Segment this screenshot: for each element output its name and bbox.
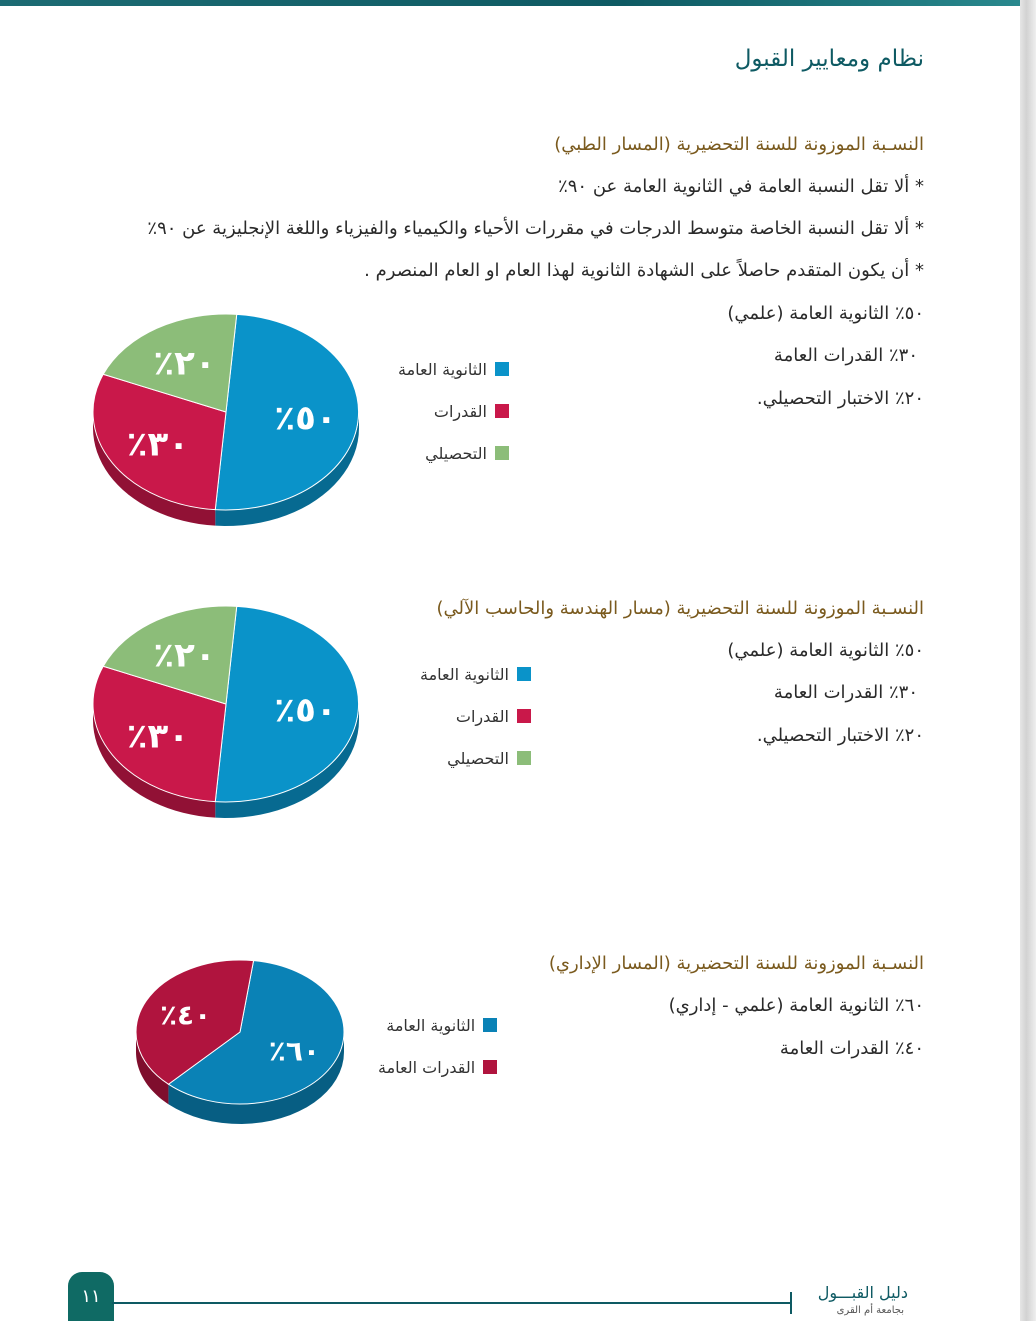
legend-item-abilities [378,1046,497,1088]
legend-label-general: الثانوية العامة [386,1015,476,1035]
guide-title: دليل القبـــول [817,1283,908,1302]
footer-rule [112,1302,792,1304]
legend-item-abilities [398,390,509,432]
page-title: نظام ومعايير القبول [734,46,924,72]
section3-weight-2: ٤٠٪ القدرات العامة [779,1038,924,1059]
legend-label-abilities: القدرات [455,706,509,726]
university-name: بجامعة أم القرى [836,1305,904,1316]
page-number: ١١ [81,1286,101,1307]
pie-slice-2-label: ٪٢٠ [153,635,216,676]
legend-item-abilities [420,695,531,737]
pie-chart-engineering [86,592,376,832]
pie-chart-medical [86,300,376,540]
section1-weight-2: ٣٠٪ القدرات العامة [773,345,918,366]
legend-label-general: الثانوية العامة [420,664,509,684]
pie-slice-1-label: ٪٣٠ [126,424,190,465]
legend-label-achievement: التحصيلي [447,748,509,768]
pie-chart-administrative [130,952,360,1152]
legend-medical [398,348,509,474]
legend-label-abilities: القدرات العامة [378,1057,476,1077]
section3-heading: النسـبة الموزونة للسنة التحضيرية (المسار الإداري) [548,953,924,974]
section1-weight-1: ٥٠٪ الثانوية العامة (علمي) [727,303,924,324]
pie-slice-0-label: ٪٥٠ [274,690,337,731]
pie-slice-0-label: ٪٥٠ [274,398,337,439]
section2-weight-3: ٢٠٪ الاختبار التحصيلي. [756,725,924,746]
section1-heading: النسـبة الموزونة للسنة التحضيرية (المسار الطبي) [554,134,924,155]
section1-bullet-3: * أن يكون المتقدم حاصلاً على الشهادة الثانوية لهذا العام او العام المنصرم . [364,260,924,281]
legend-swatch-general [483,1018,497,1032]
legend-swatch-abilities [495,404,509,418]
section3-weight-1: ٦٠٪ الثانوية العامة (علمي - إداري) [668,995,924,1016]
section2-heading: النسـبة الموزونة للسنة التحضيرية (مسار الهندسة والحاسب الآلي) [436,598,924,619]
legend-item-achievement [398,432,509,474]
legend-item-achievement [420,737,531,779]
pie-slice-1-label: ٪٤٠ [159,998,212,1032]
legend-item-general [398,348,509,390]
legend-swatch-achievement [495,446,509,460]
pie-slice-0-label: ٪٦٠ [268,1034,321,1068]
footer-rule-end [790,1292,792,1314]
top-accent-bar [0,0,1036,6]
pie-slice-2-label: ٪٢٠ [153,343,216,384]
legend-swatch-general [517,667,531,681]
legend-swatch-abilities [517,709,531,723]
section2-weight-1: ٥٠٪ الثانوية العامة (علمي) [727,640,924,661]
legend-label-abilities: القدرات [433,401,487,421]
legend-swatch-abilities [483,1060,497,1074]
pie-slice-1-label: ٪٣٠ [126,716,190,757]
legend-swatch-achievement [517,751,531,765]
section1-weight-3: ٢٠٪ الاختبار التحصيلي. [756,388,924,409]
page-edge-shadow [1020,0,1036,1321]
page-number-badge [68,1272,114,1321]
legend-label-achievement: التحصيلي [425,443,487,463]
section1-bullet-1: * ألا تقل النسبة العامة في الثانوية العامة عن ٩٠٪ [558,176,924,197]
section2-weight-2: ٣٠٪ القدرات العامة [773,682,918,703]
legend-administrative [378,1004,497,1088]
legend-label-general: الثانوية العامة [398,359,487,379]
legend-swatch-general [495,362,509,376]
legend-item-general [420,653,531,695]
legend-item-general [378,1004,497,1046]
legend-engineering [420,653,531,779]
section1-bullet-2: * ألا تقل النسبة الخاصة متوسط الدرجات في مقررات الأحياء والكيمياء والفيزياء واللغة الإنجليزية عن ٩٠٪ [147,218,924,239]
